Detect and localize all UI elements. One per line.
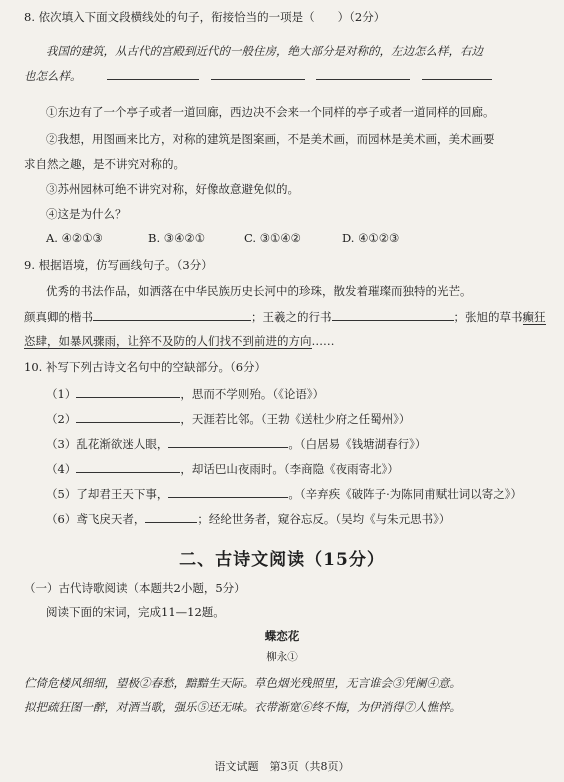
q10-row-2: （2） ，天涯若比邻。（王勃《送杜少府之任蜀州》） <box>46 412 411 426</box>
q8-option-b[interactable]: B. ③④②① <box>148 231 206 245</box>
q10-row-6: （6）鸢飞戾天者， ；经纶世务者，窥谷忘反。（吴均《与朱元思书》） <box>46 512 451 526</box>
q8-passage-line-1: 我国的建筑，从古代的宫殿到近代的一般住房，绝大部分是对称的，左边怎么样，右边 <box>46 44 483 58</box>
q8-item-3: ③苏州园林可绝不讲究对称，好像故意避免似的。 <box>46 182 299 196</box>
answer-blank[interactable] <box>332 308 454 321</box>
section-heading: 二、古诗文阅读（15分） <box>179 550 385 570</box>
q10-row-4: （4） ，却话巴山夜雨时。（李商隐《夜雨寄北》） <box>46 462 399 476</box>
question-8-stem: 8. 依次填入下面文段横线处的句子，衔接恰当的一项是（ ）（2分） <box>24 10 386 24</box>
answer-blank[interactable] <box>76 460 180 473</box>
q9-ellipsis: …… <box>311 334 335 348</box>
question-9-stem: 9. 根据语境，仿写画线句子。（3分） <box>24 258 213 272</box>
q9-underlined-line <box>24 333 335 349</box>
q9-fill-line <box>24 308 546 325</box>
subsection-heading: （一）古代诗歌阅读（本题共2小题，5分） <box>24 581 246 595</box>
q9-context-line: 优秀的书法作品，如洒落在中华民族历史长河中的珍珠，散发着璀璨而独特的光芒。 <box>46 284 472 298</box>
page-footer: 语文试题 第3页（共8页） <box>214 760 350 773</box>
q9-underlined-sentence: 恣肆，如暴风骤雨，让猝不及防的人们找不到前进的方向 <box>24 334 312 348</box>
q9-underlined-text: 癫狂 <box>522 310 546 324</box>
answer-blank[interactable] <box>76 385 180 398</box>
q8-item-1: ①东边有了一个亭子或者一道回廊，西边决不会来一个同样的亭子或者一道同样的回廊。 <box>46 105 495 119</box>
q9-text-yan: 颜真卿的楷书 <box>24 310 93 324</box>
q8-passage-text: 也怎么样。 <box>24 69 82 83</box>
q10-row-5: （5）了却君王天下事， 。（辛弃疾《破阵子·为陈同甫赋壮词以寄之》） <box>46 487 522 501</box>
q9-text-wang: ；王羲之的行书 <box>251 310 332 324</box>
q8-item-2-line-1: ②我想，用图画来比方，对称的建筑是图案画，不是美术画，而园林是美术画，美术画要 <box>46 132 495 146</box>
q8-option-d[interactable]: D. ④①②③ <box>342 231 400 245</box>
poem-line-1: 伫倚危楼风细细，望极②春愁，黯黯生天际。草色烟光残照里，无言谁会③凭阑④意。 <box>24 676 461 690</box>
q9-text-zhang: ；张旭的草书 <box>453 310 523 324</box>
q10-row-1: （1） ，思而不学则殆。（《论语》） <box>46 387 325 401</box>
q8-option-a[interactable]: A. ④②①③ <box>46 231 103 245</box>
answer-blank[interactable] <box>168 485 288 498</box>
poem-author: 柳永① <box>266 651 298 663</box>
answer-blank[interactable] <box>93 308 251 321</box>
answer-blank[interactable] <box>211 67 305 80</box>
question-10-stem: 10. 补写下列古诗文名句中的空缺部分。（6分） <box>24 360 267 374</box>
q8-item-2-line-2: 求自然之趣，是不讲究对称的。 <box>24 157 185 171</box>
q10-row-3: （3）乱花渐欲迷人眼， 。（白居易《钱塘湖春行》） <box>46 437 427 451</box>
q8-option-c[interactable]: C. ③①④② <box>244 231 301 245</box>
reading-instruction: 阅读下面的宋词，完成11—12题。 <box>46 605 225 619</box>
answer-blank[interactable] <box>316 67 410 80</box>
answer-blank[interactable] <box>107 67 199 80</box>
answer-blank[interactable] <box>422 67 492 80</box>
q8-item-4: ④这是为什么？ <box>46 207 127 221</box>
answer-blank[interactable] <box>76 410 180 423</box>
poem-line-2: 拟把疏狂图一醉，对酒当歌，强乐⑤还无味。衣带渐宽⑥终不悔，为伊消得⑦人憔悴。 <box>24 700 461 714</box>
answer-blank[interactable] <box>145 510 197 523</box>
q8-passage-line-2 <box>24 67 492 84</box>
answer-blank[interactable] <box>168 435 288 448</box>
poem-title: 蝶恋花 <box>264 629 300 643</box>
